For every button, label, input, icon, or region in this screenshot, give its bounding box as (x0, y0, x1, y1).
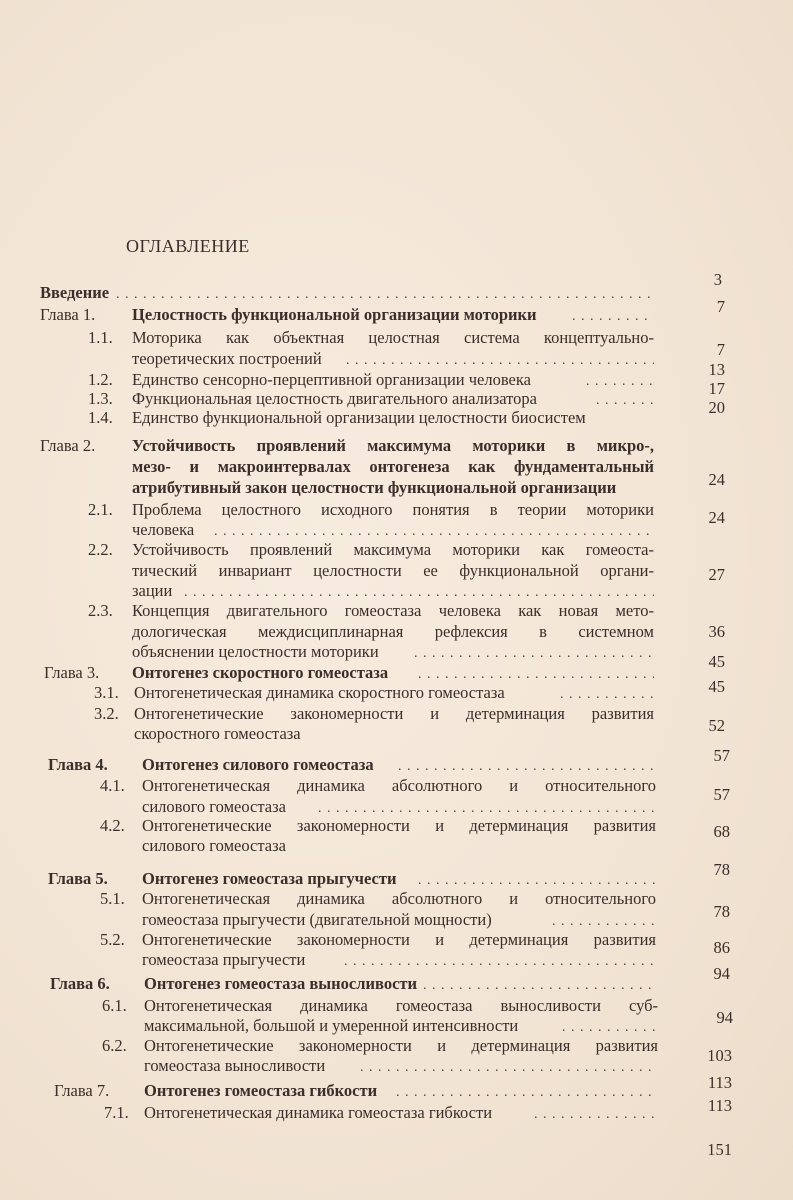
chapter-page: 78 (713, 860, 730, 879)
section-title: гомеостаза прыгучести (двигательной мощности) (142, 910, 492, 929)
dot-leader (184, 583, 654, 599)
intro-page: 3 (713, 270, 722, 289)
section-number: 4.2. (100, 816, 125, 835)
section-number: 7.1. (104, 1103, 129, 1122)
section-page: 20 (708, 398, 725, 417)
dot-leader (418, 665, 654, 681)
chapter-title: Целостность функциональной организации моторики (132, 305, 537, 324)
section-number: 5.2. (100, 930, 125, 949)
dot-leader (534, 1105, 658, 1121)
chapter-title: Онтогенез гомеостаза прыгучести (142, 869, 397, 888)
section-page: 13 (708, 360, 725, 379)
chapter-title: Онтогенез гомеостаза выносливости (144, 974, 417, 993)
section-title: Моторика как объектная целостная система концептуально- (132, 328, 654, 347)
section-title: Онтогенетическая динамика гомеостаза выносливости суб- (144, 996, 658, 1015)
chapter-page: 94 (713, 964, 730, 983)
dot-leader (414, 976, 658, 992)
section-number: 1.4. (88, 408, 113, 427)
section-number: 4.1. (100, 776, 125, 795)
dot-leader (396, 1083, 658, 1099)
section-title: человека (132, 520, 195, 539)
chapter-page: 45 (708, 652, 725, 671)
section-page: 57 (713, 785, 730, 804)
chapter-title: Онтогенез силового гомеостаза (142, 755, 374, 774)
section-page: 103 (707, 1046, 732, 1065)
chapter-title: атрибутивный закон целостности функциональной организации (132, 478, 617, 497)
trailing-page-number: 151 (707, 1140, 732, 1159)
chapter-title: Онтогенез скоростного гомеостаза (132, 663, 389, 682)
dot-leader (214, 522, 654, 538)
chapter-title: Устойчивость проявлений максимума моторики в микро-, (132, 436, 654, 455)
dot-leader (552, 912, 656, 928)
dot-leader (398, 757, 656, 773)
dot-leader (418, 871, 656, 887)
section-title: Онтогенетические закономерности и детерминация развития (142, 816, 656, 835)
section-title: силового гомеостаза (142, 797, 286, 816)
section-title: Концепция двигательного гомеостаза человека как новая мето- (132, 601, 654, 620)
dot-leader (586, 372, 654, 388)
chapter-label: Глава 7. (54, 1081, 110, 1100)
section-page: 78 (713, 902, 730, 921)
section-number: 6.2. (102, 1036, 127, 1055)
section-number: 1.3. (88, 389, 113, 408)
section-number: 5.1. (100, 889, 125, 908)
dot-leader (560, 685, 654, 701)
section-title: дологическая междисциплинарная рефлексия в системном (132, 622, 654, 641)
dot-leader (116, 285, 656, 301)
section-title: Единство сенсорно-перцептивной организации человека (132, 370, 531, 389)
section-title: Онтогенетическая динамика абсолютного и относительного (142, 776, 656, 795)
chapter-label: Глава 2. (40, 436, 96, 455)
chapter-page: 113 (707, 1073, 732, 1092)
chapter-label: Глава 5. (48, 869, 108, 888)
dot-leader (344, 952, 656, 968)
section-page: 86 (713, 938, 730, 957)
chapter-page: 7 (716, 297, 725, 316)
section-number: 2.2. (88, 540, 113, 559)
chapter-title: Онтогенез гомеостаза гибкости (144, 1081, 378, 1100)
dot-leader (562, 1018, 658, 1034)
section-page: 52 (708, 716, 725, 735)
section-title: Единство функциональной организации целостности биосистем (132, 408, 586, 427)
chapter-title: мезо- и макроинтервалах онтогенеза как фундаментальный (132, 457, 654, 476)
section-title: Проблема целостного исходного понятия в теории моторики (132, 500, 654, 519)
chapter-label: Глава 4. (48, 755, 108, 774)
chapter-label: Глава 6. (50, 974, 110, 993)
section-number: 2.1. (88, 500, 113, 519)
section-page: 17 (708, 379, 725, 398)
dot-leader (360, 1058, 658, 1074)
section-page: 94 (716, 1008, 733, 1027)
intro-label: Введение (40, 283, 110, 302)
section-page: 45 (708, 677, 725, 696)
section-number: 6.1. (102, 996, 127, 1015)
chapter-label: Глава 1. (40, 305, 96, 324)
section-title: скоростного гомеостаза (134, 724, 301, 743)
section-title: тический инвариант целостности ее функциональной органи- (132, 561, 654, 580)
section-title: зации (132, 581, 173, 600)
chapter-page: 24 (708, 470, 725, 489)
chapter-page: 57 (713, 746, 730, 765)
section-title: Онтогенетические закономерности и детерминация развития (144, 1036, 658, 1055)
section-number: 3.1. (94, 683, 119, 702)
section-number: 2.3. (88, 601, 113, 620)
section-title: Онтогенетические закономерности и детерминация развития (134, 704, 654, 723)
section-title: гомеостаза прыгучести (142, 950, 306, 969)
dot-leader (572, 307, 654, 323)
section-title: силового гомеостаза (142, 836, 286, 855)
section-number: 1.2. (88, 370, 113, 389)
section-page: 36 (708, 622, 725, 641)
dot-leader (346, 351, 654, 367)
section-number: 3.2. (94, 704, 119, 723)
section-page: 7 (716, 340, 725, 359)
section-title: объяснении целостности моторики (132, 642, 379, 661)
section-title: теоретических построений (132, 349, 322, 368)
dot-leader (414, 644, 654, 660)
dot-leader (318, 799, 656, 815)
section-page: 68 (713, 822, 730, 841)
dot-leader (596, 391, 654, 407)
section-title: Онтогенетические закономерности и детерминация развития (142, 930, 656, 949)
section-page: 113 (707, 1096, 732, 1115)
section-page: 27 (708, 565, 725, 584)
section-title: максимальной, большой и умеренной интенсивности (144, 1016, 519, 1035)
section-title: Онтогенетическая динамика скоростного гомеостаза (134, 683, 505, 702)
section-title: гомеостаза выносливости (144, 1056, 326, 1075)
section-number: 1.1. (88, 328, 113, 347)
section-title: Устойчивость проявлений максимума моторики как гомеоста- (132, 540, 654, 559)
section-title: Онтогенетическая динамика гомеостаза гибкости (144, 1103, 493, 1122)
section-title: Онтогенетическая динамика абсолютного и относительного (142, 889, 656, 908)
page-title: ОГЛАВЛЕНИЕ (126, 236, 250, 256)
section-page: 24 (708, 508, 725, 527)
section-title: Функциональная целостность двигательного анализатора (132, 389, 537, 408)
chapter-label: Глава 3. (44, 663, 100, 682)
